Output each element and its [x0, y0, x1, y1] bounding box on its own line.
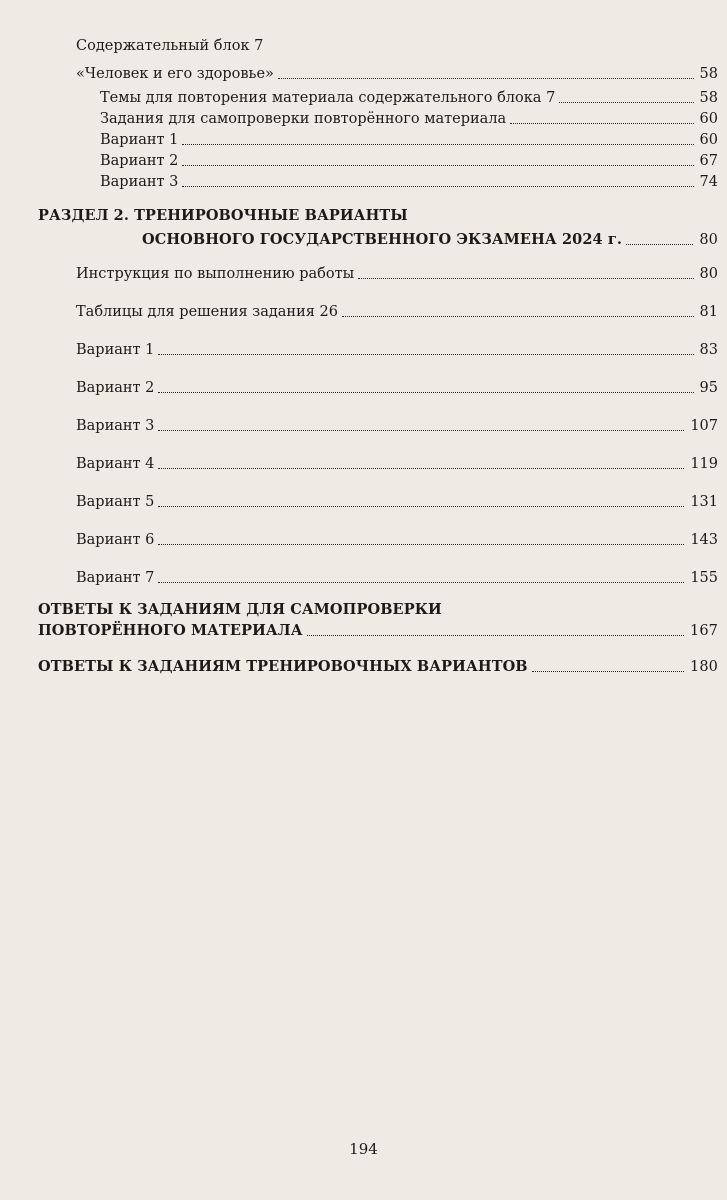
toc-entry-page: 95 — [699, 380, 718, 396]
toc-entry-label: «Человек и его здоровье» — [76, 66, 274, 82]
toc-entry — [38, 492, 718, 512]
toc-entry-label: Вариант 6 — [76, 532, 155, 548]
leader-dots — [158, 353, 693, 355]
toc-entry-page: 131 — [690, 494, 718, 510]
toc-entry-page: 180 — [690, 659, 718, 675]
block7-heading: Содержательный блок 7 — [76, 38, 264, 54]
toc-entry-page: 81 — [699, 304, 718, 320]
leader-dots — [158, 429, 684, 431]
toc-entry-page: 67 — [699, 153, 718, 169]
toc-entry-page: 119 — [690, 456, 718, 472]
toc-entry-page: 83 — [699, 342, 718, 358]
toc-entry-page: 60 — [699, 111, 718, 127]
answers-self-title-line1: ОТВЕТЫ К ЗАДАНИЯМ ДЛЯ САМОПРОВЕРКИ — [38, 601, 442, 618]
toc-entry — [38, 416, 718, 436]
toc-entry — [38, 568, 718, 588]
toc-entry — [38, 264, 718, 284]
leader-dots — [358, 277, 693, 279]
toc-entry-page: 80 — [699, 232, 718, 248]
toc-entry-page: 60 — [699, 132, 718, 148]
leader-dots — [158, 581, 684, 583]
toc-entry-answers-train — [38, 657, 718, 677]
toc-entry — [38, 151, 718, 171]
page-number: 194 — [349, 1140, 378, 1158]
toc-entry — [38, 88, 718, 108]
toc-entry-label: Задания для самопроверки повторённого материала — [100, 111, 507, 127]
table-of-contents — [38, 36, 718, 677]
leader-dots — [342, 315, 694, 317]
toc-entry-section2 — [38, 230, 718, 250]
toc-entry-page: 143 — [690, 532, 718, 548]
toc-entry-label: Вариант 3 — [76, 418, 155, 434]
toc-entry-label: Вариант 5 — [76, 494, 155, 510]
toc-entry-page: 167 — [690, 623, 718, 639]
leader-dots — [158, 391, 693, 393]
leader-dots — [559, 101, 693, 103]
toc-entry-label: Инструкция по выполнению работы — [76, 266, 355, 282]
toc-entry-label: Вариант 2 — [100, 153, 179, 169]
toc-entry-label: Темы для повторения материала содержательного блока 7 — [100, 90, 556, 106]
toc-entry — [38, 530, 718, 550]
toc-entry — [38, 454, 718, 474]
toc-entry-label: Таблицы для решения задания 26 — [76, 304, 338, 320]
leader-dots — [532, 670, 684, 672]
toc-entry — [38, 378, 718, 398]
leader-dots — [158, 543, 684, 545]
toc-entry-page: 80 — [699, 266, 718, 282]
toc-entry-block7-title — [38, 64, 718, 84]
toc-entry-label: Вариант 2 — [76, 380, 155, 396]
toc-entry — [38, 340, 718, 360]
toc-entry-page: 58 — [699, 90, 718, 106]
toc-entry-label: ПОВТОРЁННОГО МАТЕРИАЛА — [38, 622, 303, 639]
toc-entry — [38, 109, 718, 129]
leader-dots — [182, 185, 693, 187]
toc-entry-label: Вариант 4 — [76, 456, 155, 472]
toc-entry-page: 58 — [699, 66, 718, 82]
toc-entry-label: ОСНОВНОГО ГОСУДАРСТВЕННОГО ЭКЗАМЕНА 2024 г. — [142, 231, 622, 248]
leader-dots — [182, 143, 693, 145]
section2-title-line1: РАЗДЕЛ 2. ТРЕНИРОВОЧНЫЕ ВАРИАНТЫ — [38, 207, 408, 224]
toc-entry-page: 107 — [690, 418, 718, 434]
toc-entry-label: Вариант 3 — [100, 174, 179, 190]
leader-dots — [510, 122, 693, 124]
toc-entry-label: Вариант 1 — [76, 342, 155, 358]
toc-entry — [38, 172, 718, 192]
toc-entry-label: Вариант 7 — [76, 570, 155, 586]
leader-dots — [158, 467, 684, 469]
toc-entry-page: 74 — [699, 174, 718, 190]
toc-entry-label: Вариант 1 — [100, 132, 179, 148]
leader-dots — [158, 505, 684, 507]
toc-entry-page: 155 — [690, 570, 718, 586]
leader-dots — [278, 77, 694, 79]
leader-dots — [182, 164, 693, 166]
toc-entry — [38, 302, 718, 322]
leader-dots — [626, 243, 693, 245]
leader-dots — [307, 634, 684, 636]
toc-entry — [38, 130, 718, 150]
toc-entry-answers-self — [38, 621, 718, 641]
toc-entry-label: ОТВЕТЫ К ЗАДАНИЯМ ТРЕНИРОВОЧНЫХ ВАРИАНТОВ — [38, 658, 528, 675]
